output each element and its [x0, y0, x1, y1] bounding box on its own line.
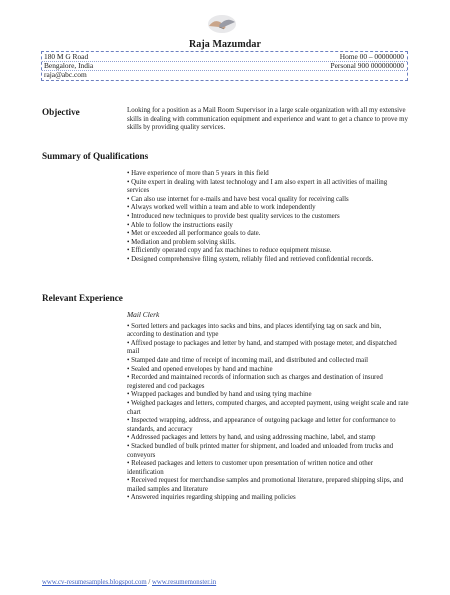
list-item: • Received request for merchandise samples and promotional literature, prepared shipping slips, and mailed samples and literature — [127, 477, 404, 493]
contact-row — [42, 70, 407, 79]
list-item: • Can also use internet for e-mails and have best vocal quality for receiving calls — [127, 195, 349, 203]
objective-text — [127, 107, 409, 133]
list-item: • Designed comprehensive filing system, reliably filed and retrieved confidential records. — [127, 255, 374, 263]
list-item: • Have experience of more than 5 years in this field — [127, 170, 269, 177]
list-item: • Addressed packages and letters by hand, and using addressing machine, label, and stamp — [127, 434, 376, 442]
list-item: • Weighed packages and letters, computed charges, and accepted payment, using weight scale and rate chart — [127, 399, 409, 416]
objective-heading: Objective — [42, 107, 80, 117]
handshake-icon — [207, 13, 237, 35]
list-item: • Mediation and problem solving skills. — [127, 238, 236, 246]
list-item: • Always worked well within a team and able to work independently — [127, 204, 316, 212]
footer-link-blog[interactable]: www.cv-resumesamples.blogspot.com — [42, 579, 147, 586]
list-item: • Stamped date and time of receipt of incoming mail, and distributed and collected mail — [127, 356, 369, 364]
address-line1: 180 M G Road — [44, 52, 89, 61]
list-item: • Inspected wrapping, address, and appearance of outgoing package and letter for conformance to standards, and accuracy — [127, 417, 396, 433]
list-item: • Released packages and letters to customer upon presentation of written notice and other identification — [127, 460, 373, 476]
list-item: • Recorded and maintained records of information such as charges and destination of insured registered and cod packages — [127, 374, 383, 390]
objective-paragraph: Looking for a position as a Mail Room Supervisor in a large scale organization with all my extensive skills in dealing with communication equipment and experience and want to get a chance to prove my skills by providing quality services. — [127, 107, 408, 132]
footer-link-site[interactable]: www.resumemonster.in — [152, 579, 217, 586]
contact-box — [41, 51, 408, 81]
experience-list — [127, 311, 409, 503]
list-item: • Sealed and opened envelopes by hand and machine — [127, 365, 273, 373]
footer-links — [42, 579, 216, 586]
footer-separator: / — [146, 579, 152, 586]
list-item: • Efficiently operated copy and fax machines to reduce equipment misuse. — [127, 247, 332, 255]
home-phone: Home 00 – 00000000 — [339, 52, 404, 61]
list-item: • Answered inquiries regarding shipping and mailing policies — [127, 494, 296, 502]
list-item: • Sorted letters and packages into sacks and bins, and places identifying tag on sack and bin, according to destination and type — [127, 322, 382, 339]
candidate-name: Raja Mazumdar — [188, 39, 262, 50]
list-item: • Introduced new techniques to provide best quality services to the customers — [127, 212, 340, 220]
address-line2: Bengalore, India — [44, 61, 94, 70]
list-item: • Met or exceeded all performance goals to date. — [127, 230, 261, 238]
summary-heading: Summary of Qualifications — [42, 151, 149, 161]
email-address[interactable]: raja@abc.com — [44, 70, 87, 79]
list-item: • Wrapped packages and bundled by hand and using tying machine — [127, 391, 312, 399]
list-item: • Affixed postage to packages and letter by hand, and stamped with postage meter, and dispatched mail — [127, 339, 397, 356]
list-item: • Quite expert in dealing with latest technology and I am also expert in all activities of mailing services — [127, 178, 388, 195]
job-title: Mail Clerk — [127, 310, 160, 319]
list-item: • Stacked bundled of bulk printed matter for shipment, and loaded and unloaded from trucks and conveyors — [127, 442, 394, 459]
experience-heading: Relevant Experience — [42, 293, 123, 303]
list-item: • Able to follow the instructions easily — [127, 221, 233, 229]
summary-list — [127, 170, 409, 265]
personal-phone: Personal 900 000000000 — [330, 61, 404, 70]
